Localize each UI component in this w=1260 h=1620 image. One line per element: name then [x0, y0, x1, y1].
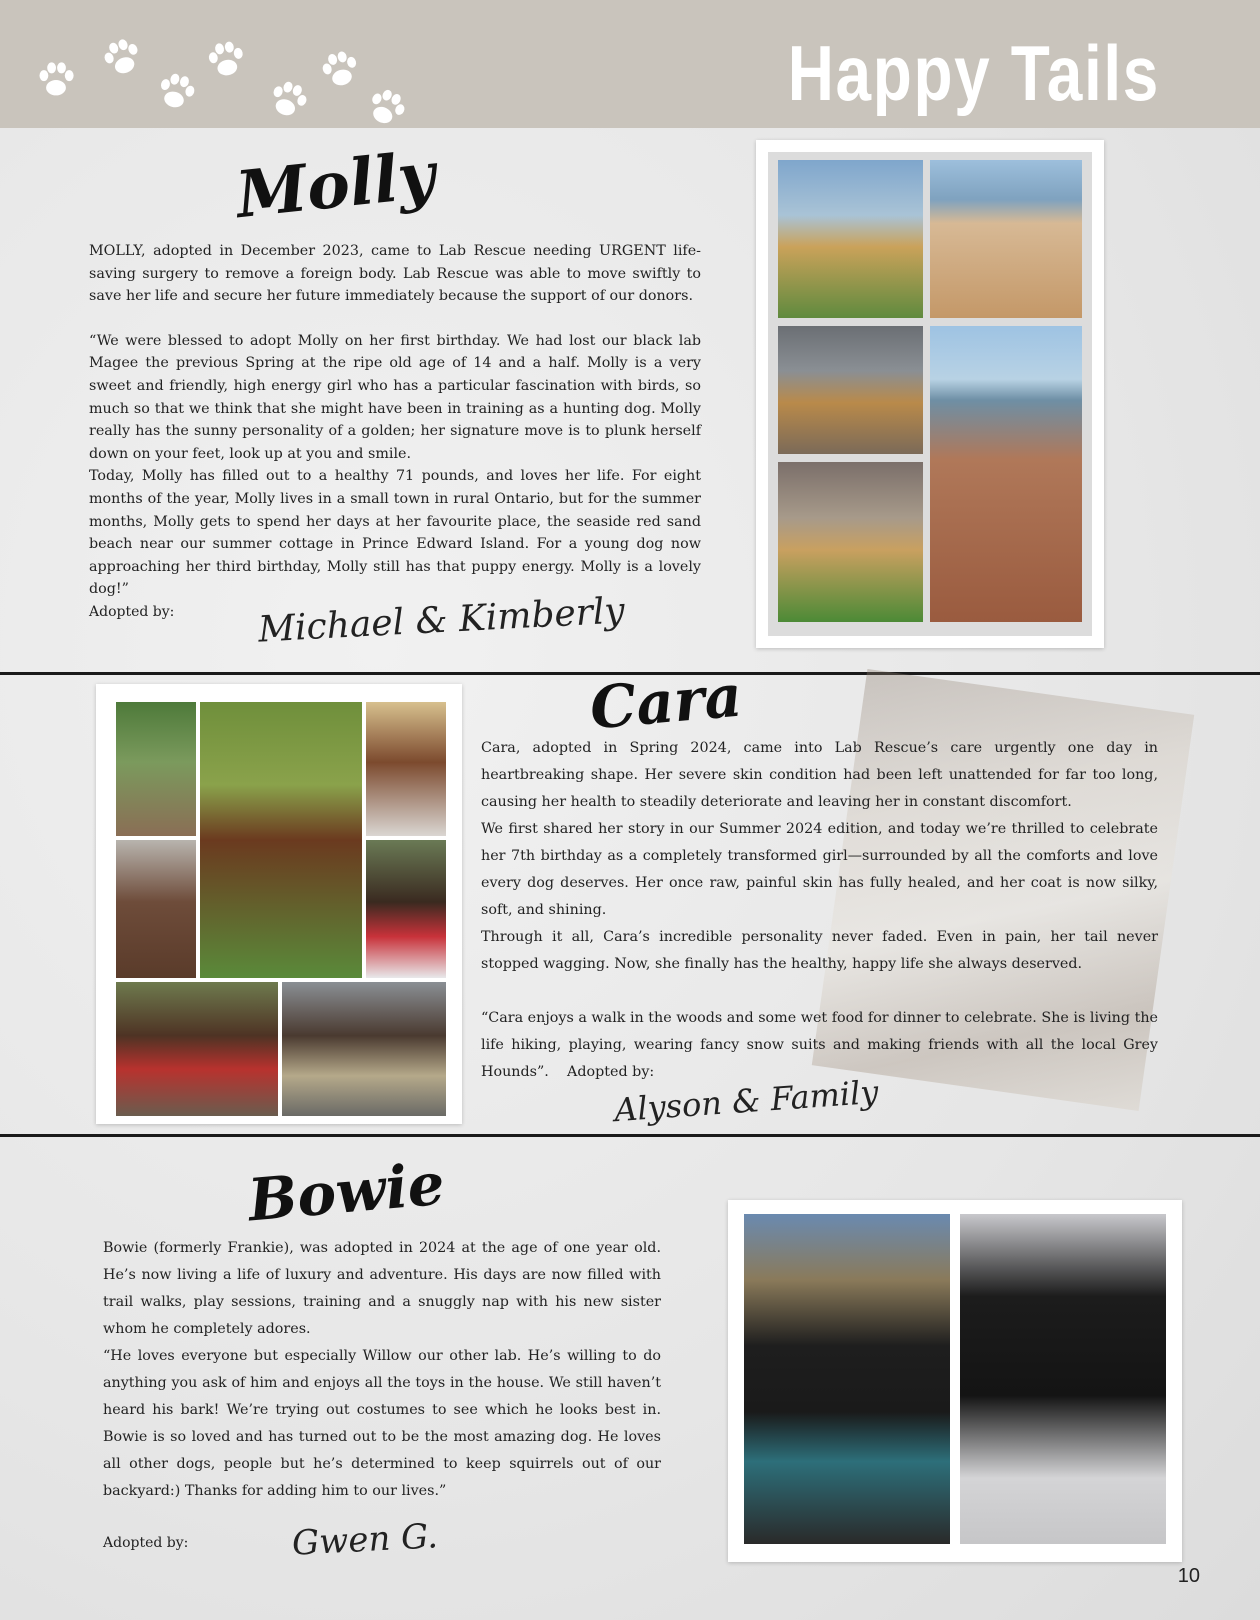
dog-photo — [366, 702, 446, 836]
adopter-signature: Michael & Kimberly — [257, 590, 626, 651]
dog-photo — [200, 702, 362, 978]
paw-print-icon — [201, 35, 252, 86]
dog-photo — [778, 462, 923, 622]
photo-collage-cara — [96, 684, 462, 1124]
dog-photo — [960, 1214, 1166, 1544]
story-body-cara — [481, 735, 1158, 1086]
adopter-signature: Alyson & Family — [612, 1072, 880, 1130]
story-name-molly: Molly — [232, 137, 439, 234]
story-body-molly — [89, 240, 701, 601]
dog-photo — [116, 840, 196, 978]
photo-collage-molly — [756, 140, 1104, 648]
page-number: 10 — [1177, 1565, 1200, 1587]
paw-print-icon — [260, 72, 316, 128]
story-paragraph: MOLLY, adopted in December 2023, came to Lab Rescue needing URGENT life-saving surgery to remove a foreign body. Lab Rescue was able to move swiftly to save her life and secure her future immediately because the support of our donors. — [89, 243, 701, 305]
paw-print-icon — [313, 43, 367, 97]
dog-photo — [778, 326, 923, 454]
page-title: Happy Tails — [787, 29, 1160, 117]
story-paragraph: Cara, adopted in Spring 2024, came into Lab Rescue’s care urgently one day in heartbreaking shape. Her severe skin condition had been left unattended for far too long, causing her health to steadily deteriorate and leaving her in constant discomfort. — [481, 740, 1158, 810]
adopted-by-label: Adopted by: — [103, 1535, 189, 1551]
header-band — [0, 0, 1260, 128]
dog-photo — [366, 840, 446, 978]
dog-photo — [778, 160, 923, 318]
story-paragraph: “He loves everyone but especially Willow our other lab. He’s willing to do anything you ask of him and enjoys all the toys in the house. We still haven’t heard his bark! We’re trying out costumes to see which he looks best in. Bowie is so loved and has turned out to be the most amazing dog. He loves all other dogs, people but he’s determined to keep squirrels out of our backyard:) Thanks for adding him to our lives.” — [103, 1348, 661, 1499]
paw-print-icon — [34, 58, 78, 102]
story-name-bowie: Bowie — [245, 1149, 448, 1235]
adopter-signature: Gwen G. — [291, 1516, 439, 1564]
story-body-bowie — [103, 1235, 661, 1505]
paw-print-icon — [94, 30, 150, 86]
paw-print-icon — [149, 65, 203, 119]
dog-photo — [744, 1214, 950, 1544]
story-paragraph: We first shared her story in our Summer 2024 edition, and today we’re thrilled to celebrate her 7th birthday as a completely transformed girl—surrounded by all the comforts and love every dog deserves. Her once raw, painful skin has fully healed, and her coat is now silky, soft, and shining. — [481, 821, 1158, 918]
dog-photo — [282, 982, 446, 1116]
dog-photo — [116, 982, 278, 1116]
story-paragraph: “We were blessed to adopt Molly on her first birthday. We had lost our black lab Magee the previous Spring at the ripe old age of 14 and a half. Molly is a very sweet and friendly, high energy girl who has a particular fascination with birds, so much so that we think that she might have been in training as a hunting dog. Molly really has the sunny personality of a golden; her signature move is to plunk herself down on your feet, look up at you and smile. — [89, 332, 701, 462]
story-paragraph: Today, Molly has filled out to a healthy 71 pounds, and loves her life. For eight months of the year, Molly lives in a small town in rural Ontario, but for the summer months, Molly gets to spend her days at her favourite place, the seaside red sand beach near our summer cottage in Prince Edward Island. For a young dog now approaching her third birthday, Molly still has that puppy energy. Molly is a lovely dog!” — [89, 468, 701, 598]
photo-collage-bowie — [728, 1200, 1182, 1562]
adopted-by-label: Adopted by: — [89, 604, 175, 620]
paw-print-icon — [357, 79, 415, 137]
story-paragraph: “Cara enjoys a walk in the woods and some wet food for dinner to celebrate. She is living the life hiking, playing, wearing fancy snow suits and making friends with all the local Grey Hounds”. Adopted by: — [481, 1010, 1158, 1080]
dog-photo — [116, 702, 196, 836]
dog-photo — [930, 160, 1082, 318]
story-paragraph: Bowie (formerly Frankie), was adopted in 2024 at the age of one year old. He’s now living a life of luxury and adventure. His days are now filled with trail walks, play sessions, training and a snuggly nap with his new sister whom he completely adores. — [103, 1240, 661, 1337]
story-name-cara: Cara — [587, 661, 745, 743]
section-divider — [0, 1134, 1260, 1137]
dog-photo — [930, 326, 1082, 622]
story-paragraph: Through it all, Cara’s incredible personality never faded. Even in pain, her tail never stopped wagging. Now, she finally has the healthy, happy life she always deserved. — [481, 929, 1158, 972]
adopted-by-label: Adopted by: — [567, 1064, 655, 1080]
